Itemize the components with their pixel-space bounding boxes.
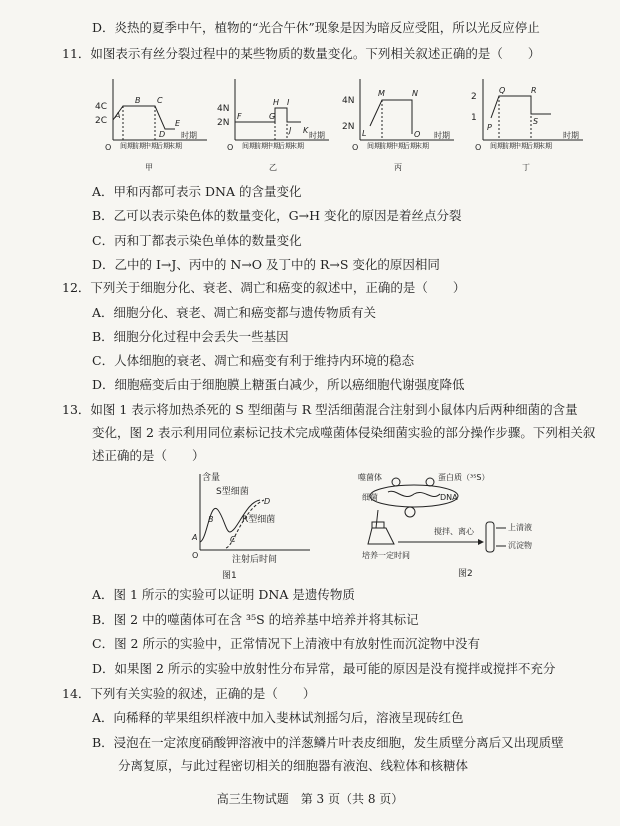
- fig2-culture-label: 培养一定时间: [362, 551, 410, 560]
- jia-phase-5: 末期: [168, 142, 182, 150]
- ding-phase-1: 间期: [490, 142, 504, 150]
- yi-phase-2: 前期: [254, 142, 268, 150]
- q12-option-d: D．细胞癌变后由于细胞膜上糖蛋白减少，所以癌细胞代谢强度降低: [92, 377, 465, 392]
- fig2-stir-label: 搅拌、离心: [434, 527, 474, 536]
- jia-x-end: 时期: [181, 131, 197, 140]
- fig2-bacteria-label: 细菌: [362, 493, 378, 502]
- jia-y-2c: 2C: [95, 116, 108, 126]
- q11-option-c: C．丙和丁都表示染色单体的数量变化: [92, 233, 302, 248]
- q14-option-b-line-2: 分离复原，与此过程密切相关的细胞器有液泡、线粒体和核糖体: [118, 758, 469, 773]
- q13-option-a: A．图 1 所示的实验可以证明 DNA 是遗传物质: [92, 587, 355, 602]
- fig1-xlabel: 注射后时间: [232, 555, 278, 565]
- fig1-point-b: B: [208, 515, 214, 524]
- fig1-ylabel: 含量: [202, 473, 221, 483]
- fig2-sediment-label: 沉淀物: [508, 541, 532, 550]
- bing-point-l: L: [362, 129, 367, 138]
- jia-caption: 甲: [145, 163, 153, 172]
- yi-point-f: F: [237, 112, 242, 121]
- yi-caption: 乙: [269, 163, 277, 172]
- fig1-point-a: A: [192, 533, 198, 542]
- fig2-protein-label: 蛋白质（³⁵S）: [438, 473, 490, 482]
- jia-phase-1: 间期: [120, 142, 134, 150]
- q10-option-d: D．炎热的夏季中午，植物的“光合午休”现象是因为暗反应受阻，所以光反应停止: [92, 20, 540, 35]
- jia-point-e: E: [175, 119, 181, 128]
- yi-point-g: G: [269, 112, 276, 121]
- bing-phase-3: 中期: [391, 142, 405, 150]
- q13-stem-line-1: 13．如图 1 表示将加热杀死的 S 型细菌与 R 型活细菌混合注射到小鼠体内后两种细菌的含量: [62, 402, 578, 417]
- q11-option-d: D．乙中的 I→J、丙中的 N→O 及丁中的 R→S 变化的原因相同: [92, 257, 440, 272]
- fig1-caption: 图1: [222, 571, 237, 581]
- graph-bing: [342, 74, 457, 174]
- bing-phase-4: 后期: [403, 142, 417, 150]
- yi-y-2n: 2N: [217, 118, 230, 128]
- bing-y-2n: 2N: [342, 122, 355, 132]
- yi-origin: O: [227, 143, 234, 152]
- yi-phase-1: 间期: [242, 142, 256, 150]
- yi-y-4n: 4N: [217, 104, 230, 114]
- q12-option-c: C．人体细胞的衰老、凋亡和癌变有利于维持内环境的稳态: [92, 353, 415, 368]
- jia-origin: O: [105, 143, 112, 152]
- fig1-point-c: C: [230, 535, 236, 544]
- jia-phase-3: 中期: [144, 142, 158, 150]
- ding-point-r: R: [531, 86, 537, 95]
- ding-phase-4: 后期: [526, 142, 540, 150]
- yi-point-k: K: [303, 126, 309, 135]
- fig2-dna-label: DNA: [440, 493, 458, 502]
- q11-option-a: A．甲和丙都可表示 DNA 的含量变化: [92, 184, 302, 199]
- q14-option-a: A．向稀释的苹果组织样液中加入斐林试剂摇匀后，溶液呈现砖红色: [92, 710, 464, 725]
- q13-stem-line-3: 述正确的是（ ）: [92, 448, 205, 463]
- yi-phase-4: 后期: [278, 142, 292, 150]
- jia-phase-2: 前期: [132, 142, 146, 150]
- fig1-origin: O: [192, 551, 199, 560]
- ding-phase-5: 末期: [538, 142, 552, 150]
- page-footer: 高三生物试题 第 3 页（共 8 页）: [216, 792, 404, 806]
- q12-option-a: A．细胞分化、衰老、凋亡和癌变都与遗传物质有关: [92, 305, 377, 320]
- q11-stem: 11．如图表示有丝分裂过程中的某些物质的数量变化。下列相关叙述正确的是（ ）: [62, 46, 541, 61]
- bing-point-m: M: [378, 89, 385, 98]
- bing-point-n: N: [412, 89, 418, 98]
- bing-origin: O: [352, 143, 359, 152]
- ding-y-1: 1: [471, 113, 477, 123]
- q13-figure-2: [338, 470, 548, 582]
- q13-option-b: B．图 2 中的噬菌体可在含 ³⁵S 的培养基中培养并将其标记: [92, 612, 419, 627]
- fig2-caption: 图2: [458, 569, 473, 579]
- q12-stem: 12．下列关于细胞分化、衰老、凋亡和癌变的叙述中，正确的是（ ）: [62, 280, 466, 295]
- ding-caption: 丁: [522, 163, 530, 172]
- graph-jia: [95, 74, 210, 174]
- bing-point-o: O: [414, 130, 421, 139]
- q13-option-c: C．图 2 所示的实验中，正常情况下上清液中有放射性而沉淀物中没有: [92, 636, 480, 651]
- ding-y-2: 2: [471, 92, 477, 102]
- q13-figure-1: [182, 470, 312, 582]
- fig2-supernatant-label: 上清液: [508, 523, 532, 532]
- bing-phase-1: 间期: [367, 142, 381, 150]
- ding-origin: O: [475, 143, 482, 152]
- jia-phase-4: 后期: [156, 142, 170, 150]
- fig1-point-d: D: [264, 497, 271, 506]
- jia-point-c: C: [157, 96, 163, 105]
- q14-option-b-line-1: B．浸泡在一定浓度硝酸钾溶液中的洋葱鳞片叶表皮细胞，发生质壁分离后又出现质壁: [92, 735, 564, 750]
- bing-phase-2: 前期: [379, 142, 393, 150]
- ding-phase-2: 前期: [502, 142, 516, 150]
- ding-point-p: P: [487, 123, 492, 132]
- bing-y-4n: 4N: [342, 96, 355, 106]
- bing-caption: 丙: [394, 163, 402, 172]
- graph-yi: [217, 74, 332, 174]
- q13-option-d: D．如果图 2 所示的实验中放射性分布异常，最可能的原因是没有搅拌或搅拌不充分: [92, 661, 556, 676]
- yi-point-h: H: [273, 98, 280, 107]
- yi-point-j: J: [289, 126, 292, 135]
- jia-y-4c: 4C: [95, 102, 108, 112]
- q13-stem-line-2: 变化，图 2 表示利用同位素标记技术完成噬菌体侵染细菌实验的部分操作步骤。下列相关叙: [92, 425, 596, 440]
- graph-ding: [465, 74, 590, 174]
- fig2-phage-label: 噬菌体: [358, 473, 382, 482]
- q14-stem: 14．下列有关实验的叙述，正确的是（ ）: [62, 686, 316, 701]
- fig1-s-label: S型细菌: [216, 487, 249, 497]
- yi-phase-5: 末期: [290, 142, 304, 150]
- ding-point-q: Q: [499, 86, 506, 95]
- yi-point-i: I: [287, 98, 290, 107]
- jia-point-b: B: [135, 96, 141, 105]
- yi-x-end: 时期: [309, 131, 325, 140]
- jia-point-a: A: [115, 111, 121, 120]
- jia-point-d: D: [159, 130, 166, 139]
- ding-phase-3: 中期: [514, 142, 528, 150]
- q11-option-b: B．乙可以表示染色体的数量变化，G→H 变化的原因是着丝点分裂: [92, 208, 462, 223]
- fig1-r-label: R型细菌: [242, 515, 276, 525]
- q12-option-b: B．细胞分化过程中会丢失一些基因: [92, 329, 289, 344]
- bing-x-end: 时期: [434, 131, 450, 140]
- ding-point-s: S: [533, 117, 539, 126]
- yi-phase-3: 中期: [266, 142, 280, 150]
- bing-phase-5: 末期: [415, 142, 429, 150]
- ding-x-end: 时期: [563, 131, 579, 140]
